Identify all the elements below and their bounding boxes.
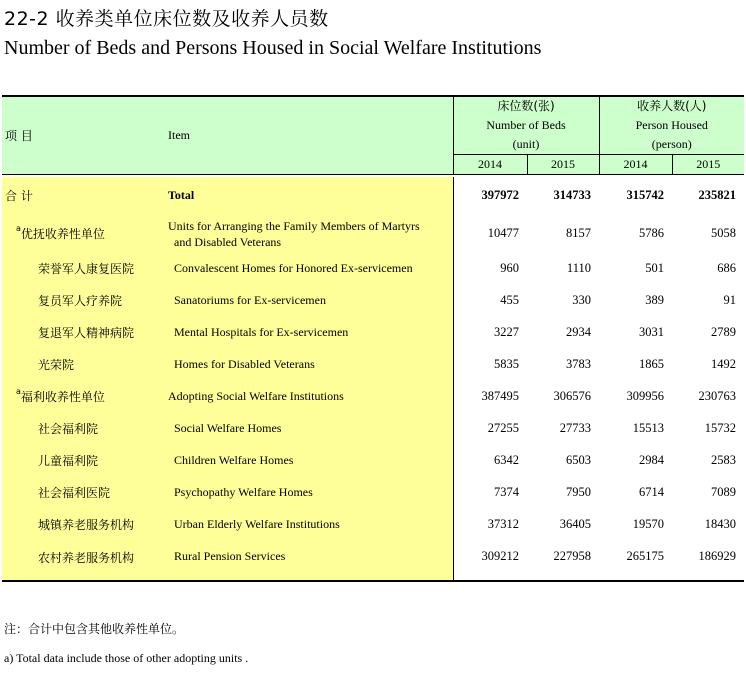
table-row: [2, 445, 744, 477]
table-row: [2, 317, 744, 349]
cell-value: 7374: [453, 477, 527, 509]
cell-value: 8157: [566, 226, 591, 240]
header-beds-unit: (unit): [512, 137, 540, 151]
cell-value: 5835: [453, 349, 527, 381]
cell-value: 686: [717, 261, 736, 275]
cell-value: 6714: [639, 485, 664, 499]
cell-value: 960: [453, 253, 527, 285]
row-label-cn: 复退军人精神病院: [2, 317, 160, 349]
cell-value: 397972: [453, 177, 527, 215]
row-label-cn: 儿童福利院: [2, 445, 160, 477]
footnote-en: a) Total data include those of other adopting units .: [4, 651, 249, 665]
cell-value: 3783: [566, 357, 591, 371]
cell-value: 230763: [698, 389, 736, 403]
row-label-en: [160, 177, 453, 215]
row-label-en: Urban Elderly Welfare Institutions: [160, 509, 453, 541]
header-year: 2015: [672, 155, 744, 175]
table-row: [2, 477, 744, 509]
cell-value: 227958: [527, 541, 599, 581]
row-label-en: Mental Hospitals for Ex-servicemen: [160, 317, 453, 349]
table-row: [2, 509, 744, 541]
table-row: [2, 177, 744, 215]
row-label-en-line1: Units for Arranging the Family Members of Martyrs: [168, 218, 420, 233]
table-row: [2, 413, 744, 445]
row-label-en-text: Total: [168, 188, 195, 202]
row-label-en: Sanatoriums for Ex-servicemen: [160, 285, 453, 317]
cell-value: 501: [645, 261, 664, 275]
cell-value: 6503: [566, 453, 591, 467]
row-label-cn-text: 福利收养性单位: [20, 390, 105, 404]
cell-value: 2583: [711, 453, 736, 467]
row-label-cn: 光荣院: [2, 349, 160, 381]
cell-value: 315742: [626, 188, 664, 202]
cell-value: 186929: [672, 541, 744, 581]
row-label-cn: 社会福利医院: [2, 477, 160, 509]
row-label-en: Children Welfare Homes: [160, 445, 453, 477]
header-beds-cn: 床位数(张): [497, 99, 555, 113]
header-year: 2015: [527, 155, 599, 175]
row-label-cn: [2, 215, 160, 253]
cell-value: 2789: [711, 325, 736, 339]
cell-value: 1865: [639, 357, 664, 371]
row-label-cn: 复员军人疗养院: [2, 285, 160, 317]
row-label-en: Adopting Social Welfare Institutions: [160, 381, 453, 413]
cell-value: 37312: [453, 509, 527, 541]
cell-value: 7950: [566, 485, 591, 499]
cell-value: 235821: [698, 188, 736, 202]
cell-value: 7089: [711, 485, 736, 499]
cell-value: 309956: [626, 389, 664, 403]
cell-value: 18430: [704, 517, 736, 531]
cell-value: 3031: [639, 325, 664, 339]
cell-value: 389: [645, 293, 664, 307]
cell-value: 5058: [711, 226, 736, 240]
cell-value: 387495: [453, 381, 527, 413]
table-row: [2, 285, 744, 317]
statistics-table: [2, 95, 744, 582]
row-label-en: Rural Pension Services: [160, 541, 453, 581]
cell-value: 265175: [599, 541, 672, 581]
table-row: [2, 541, 744, 581]
table-row: [2, 215, 744, 253]
table-title-en: Number of Beds and Persons Housed in Social Welfare Institutions: [4, 37, 542, 59]
header-year: 2014: [453, 155, 527, 175]
header-beds: [453, 96, 599, 155]
table-row: [2, 381, 744, 413]
cell-value: 314733: [553, 188, 591, 202]
cell-value: 10477: [453, 215, 527, 253]
header-persons-unit: (person): [651, 137, 692, 151]
header-item-cn: 项 目: [2, 96, 160, 175]
footnote-cn: 注：合计中包含其他收养性单位。: [4, 622, 185, 636]
row-label-en-line2: and Disabled Veterans: [174, 234, 282, 249]
header-row: [2, 96, 744, 155]
row-label-cn-text: 优抚收养性单位: [20, 227, 105, 241]
footnote-marker: a: [16, 224, 21, 233]
row-label-en: Psychopathy Welfare Homes: [160, 477, 453, 509]
cell-value: 330: [572, 293, 591, 307]
row-label-cn: 荣誉军人康复医院: [2, 253, 160, 285]
cell-value: 306576: [553, 389, 591, 403]
table-title-cn: 22-2 收养类单位床位数及收养人员数: [4, 8, 329, 30]
cell-value: 91: [723, 293, 736, 307]
cell-value: 36405: [559, 517, 591, 531]
header-item-en: Item: [160, 96, 453, 175]
row-label-cn: 农村养老服务机构: [2, 541, 160, 581]
row-label-cn: 社会福利院: [2, 413, 160, 445]
header-persons-cn: 收养人数(人): [637, 99, 707, 113]
row-label-en: Social Welfare Homes: [160, 413, 453, 445]
cell-value: 309212: [453, 541, 527, 581]
header-persons-en: Person Housed: [635, 118, 708, 132]
cell-value: 15732: [704, 421, 736, 435]
row-label-cn: [2, 381, 160, 413]
header-persons: [599, 96, 744, 155]
cell-value: 5786: [639, 226, 664, 240]
cell-value: 3227: [453, 317, 527, 349]
table-row: [2, 253, 744, 285]
header-year: 2014: [599, 155, 672, 175]
row-label-en: Convalescent Homes for Honored Ex-servicemen: [160, 253, 453, 285]
table-row: [2, 349, 744, 381]
cell-value: 27733: [559, 421, 591, 435]
footnote-marker: a: [16, 387, 21, 396]
cell-value: 19570: [632, 517, 664, 531]
cell-value: 2934: [566, 325, 591, 339]
header-beds-en: Number of Beds: [486, 118, 566, 132]
row-label-cn: 合 计: [2, 177, 160, 215]
cell-value: 2984: [639, 453, 664, 467]
row-label-cn: 城镇养老服务机构: [2, 509, 160, 541]
cell-value: 1110: [566, 261, 591, 275]
row-label-en: Homes for Disabled Veterans: [160, 349, 453, 381]
cell-value: 1492: [711, 357, 736, 371]
cell-value: 27255: [453, 413, 527, 445]
row-label-en: [160, 215, 453, 253]
cell-value: 6342: [453, 445, 527, 477]
cell-value: 15513: [632, 421, 664, 435]
cell-value: 455: [453, 285, 527, 317]
